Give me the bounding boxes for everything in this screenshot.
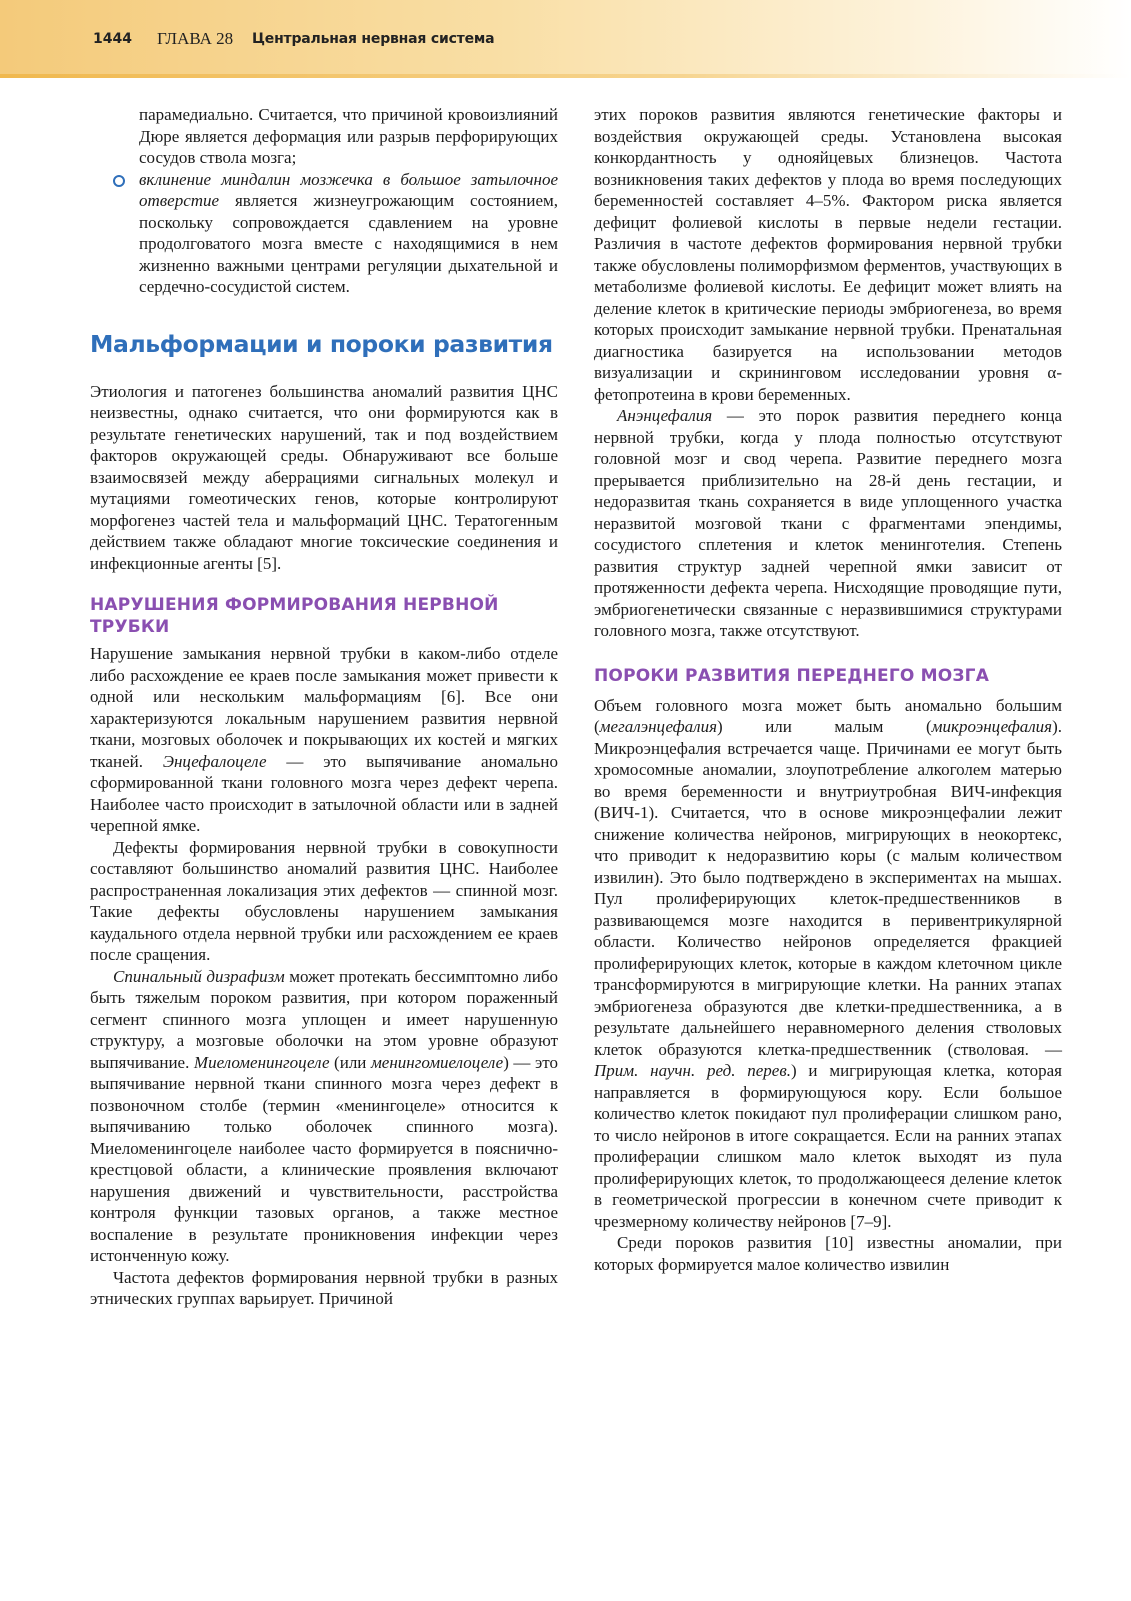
emphasis: вклинение миндалин мозжечка в большое затылочное отверстие [139,169,558,210]
paragraph: Объем головного мозга может быть аномально большим (мегалэнцефалия) или малым (микроэнцефалия). Микроэнцефалия встречается чаще. Причинами ее могут быть хромосомные аномалии, злоупотребление алкоголем матерью во время беременности и внутриутробная ВИЧ-инфекция (ВИЧ-1). Считается, что в основе микроэнцефалии лежит снижение количества нейронов, мигрирующих в неокортекс, что приводит к недоразвитию коры (с малым количеством извилин). Это было подтверждено в экспериментах на мышах. Пул пролиферирующих клеток-предшественников в развивающемся мозге находится в перивентрикулярной области. Количество нейронов определяется фракцией пролиферирующих клеток, которые в каждом клеточном цикле трансформируются в мигрирующие клетки. На ранних этапах эмбриогенеза образуются две клетки-предшественника, а в результате дальнейшего неравномерного деления стволовых клеток образуются клетка-предшественник (стволовая. — Прим. научн. ред. перев.) и мигрирующая клетка, которая направляется в формирующуюся кору. Если большое количество клеток покидают пул пролиферации слишком рано, то число нейронов в итоге сокращается. Если на ранних этапах пролиферации слишком мало клеток выходят из пула пролиферирующих клеток, то продолжающееся деление клеток в геометрической прогрессии в конечном счете приводит к чрезмерному количеству нейронов [7–9]. [594,695,1062,1231]
emphasis: менингомиелоцеле [370,1052,504,1072]
subsection-heading: ПОРОКИ РАЗВИТИЯ ПЕРЕДНЕГО МОЗГА [594,665,990,686]
paragraph: этих пороков развития являются генетические факторы и воздействия окружающей среды. Установлена высокая конкордантность у однояйцевых близнецов. Частота возникновения таких дефектов у плода во время последующих беременностей составляет 4–5%. Фактором риска является дефицит фолиевой кислоты в первые недели гестации. Различия в частоте дефектов формирования нервной трубки также обусловлены полиморфизмом ферментов, участвующих в метаболизме фолиевой кислоты. Ее дефицит может влиять на деление клеток в критические периоды эмбриогенеза, во время которых происходит замыкание нервной трубки. Пренатальная диагностика базируется на использовании методов визуализации и скрининговом исследовании уровня α-фетопротеина в крови беременных. [594,105,1062,404]
left-column [90,104,558,1310]
chapter-title: Центральная нервная система [252,31,495,47]
emphasis: Спинальный дизрафизм [113,966,285,986]
emphasis: Энцефалоцеле [162,751,267,771]
bullet-item [90,169,558,298]
section-heading: Мальформации и пороки развития [90,329,553,358]
emphasis: Миеломенингоцеле [193,1052,330,1072]
chapter-label: ГЛАВА 28 [157,29,234,48]
page-number: 1444 [93,31,132,47]
emphasis: Анэнцефалия [617,406,713,425]
emphasis: Прим. научн. ред. перев. [594,1061,791,1080]
paragraph: Частота дефектов формирования нервной трубки в разных этнических группах варьирует. Причиной [90,1267,558,1308]
paragraph: Спинальный дизрафизм может протекать бессимптомно либо быть тяжелым пороком развития, при котором пораженный сегмент спинного мозга уплощен и имеет нарушенную структуру, а мозговые оболочки на этом уровне образуют выпячивание. Миеломенингоцеле (или менингомиелоцеле) — это выпячивание нервной ткани спинного мозга через дефект в позвоночном столбе (термин «менингоцеле» относится к выпячиванию только оболочек спинного мозга). Миеломенингоцеле наиболее часто формируется в пояснично-крестцовой области, а клинические проявления включают нарушения движений и чувствительности, расстройства контроля функции тазовых органов, а также местное воспаление в результате проникновения инфекции через истонченную кожу. [90,966,559,1265]
paragraph: Дефекты формирования нервной трубки в совокупности составляют большинство аномалий развития ЦНС. Наиболее распространенная локализация этих дефектов — спинной мозг. Такие дефекты обусловлены нарушением замыкания каудального отдела нервной трубки или расхождением ее краев после сращения. [90,837,558,964]
paragraph: Анэнцефалия — это порок развития переднего конца нервной трубки, когда у плода полностью отсутствуют головной мозг и свод черепа. Развитие переднего мозга прерывается приблизительно на 28-й день гестации, и недоразвитая ткань сохраняется в виде уплощенного участка неразвитой мозговой ткани с фрагментами эпендимы, сосудистого сплетения и клеток менинготелия. Степень развития структур задней черепной ямки зависит от протяженности дефекта черепа. Нисходящие проводящие пути, эмбриогенетически связанные с неразвившимися структурами головного мозга, также отсутствуют. [594,406,1062,640]
paragraph: Среди пороков развития [10] известны аномалии, при которых формируется малое количество извилин [594,1233,1062,1274]
emphasis: мегалэнцефалия [599,717,717,736]
emphasis: микроэнцефалия [931,717,1053,736]
paragraph: Этиология и патогенез большинства аномалий развития ЦНС неизвестны, однако считается, что они формируются как в результате генетических нарушений, так и под воздействием факторов окружающей среды. Обнаруживают все больше взаимосвязей между аберрациями сигнальных молекул и мутациями гомеотических генов, которые контролируют морфогенез частей тела и мальформаций ЦНС. Тератогенным действием также обладают многие токсические соединения и инфекционные агенты [5]. [90,381,558,573]
subsection-heading: НАРУШЕНИЯ ФОРМИРОВАНИЯ НЕРВНОЙ ТРУБКИ [90,595,499,637]
right-column [594,104,1062,1275]
bullet-icon [113,175,125,187]
paragraph: Нарушение замыкания нервной трубки в каком-либо отделе либо расхождение ее краев после замыкания может привести к одной или нескольким мальформациям [6]. Все они характеризуются локальным нарушением развития нервной ткани, мозговых оболочек и покрывающих их костей и мягких тканей. Энцефалоцеле — это выпячивание аномально сформированной ткани головного мозга через дефект черепа. Наиболее часто происходит в затылочной области или в задней черепной ямке. [90,644,559,835]
paragraph: парамедиально. Считается, что причиной кровоизлияний Дюре является деформация или разрыв перфорирующих сосудов ствола мозга; [139,105,558,167]
header-rule [0,74,1131,78]
paragraph: вклинение миндалин мозжечка в большое затылочное отверстие является жизнеугрожающим состоянием, поскольку сопровождается сдавлением на уровне продолговатого мозга вместе с находящимися в нем жизненно важными центрами регуляции дыхательной и сердечно-сосудистой систем. [139,169,558,296]
